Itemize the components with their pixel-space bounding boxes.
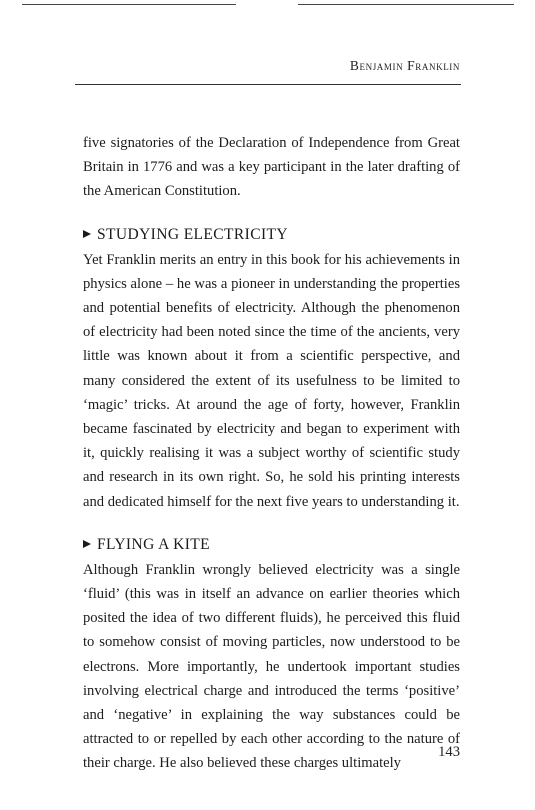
- section-heading-text: STUDYING ELECTRICITY: [97, 225, 288, 243]
- triangle-bullet-icon: [83, 540, 91, 548]
- header-rule: [75, 84, 461, 85]
- crop-mark-left: [22, 4, 236, 5]
- running-head: Benjamin Franklin: [349, 58, 460, 73]
- section-heading-text: FLYING A KITE: [97, 535, 211, 553]
- main-text: [83, 131, 460, 776]
- section-paragraph: Although Franklin wrongly believed electricity was a single ‘fluid’ (this was in itself an advance on earlier theories which posited the idea of two different fluids), he perceived this fluid to somehow consist of moving particles, now understood to be electrons. More importantly, he undertook important studies involving electrical charge and introduced the terms ‘positive’ and ‘negative’ in explaining the way substances could be attracted to or repelled by each other according to the nature of their charge. He also believed these charges ultimately: [83, 561, 460, 772]
- opening-paragraph: five signatories of the Declaration of Independence from Great Britain in 1776 and was a key participant in the later drafting of the American Constitution.: [83, 135, 460, 200]
- page-number: 143: [438, 744, 460, 760]
- section-paragraph: Yet Franklin merits an entry in this book for his achievements in physics alone – he was a pioneer in understanding the properties and potential benefits of electricity. Although the phenomenon of electricity had been noted since the time of the ancients, very little was known about it from a scientific perspective, and many considered the extent of its usefulness to be limited to ‘magic’ tricks. At around the age of forty, however, Franklin became fascinated by electricity and began to experiment with it, quickly realising it was a subject worthy of scientific study and research in its own right. So, he sold his printing interests and dedicated himself for the next five years to understanding it.: [83, 251, 460, 510]
- section-heading-flying-a-kite: [83, 532, 460, 558]
- triangle-bullet-icon: [83, 230, 91, 238]
- section-heading-studying-electricity: [83, 222, 460, 248]
- crop-mark-right: [298, 4, 514, 5]
